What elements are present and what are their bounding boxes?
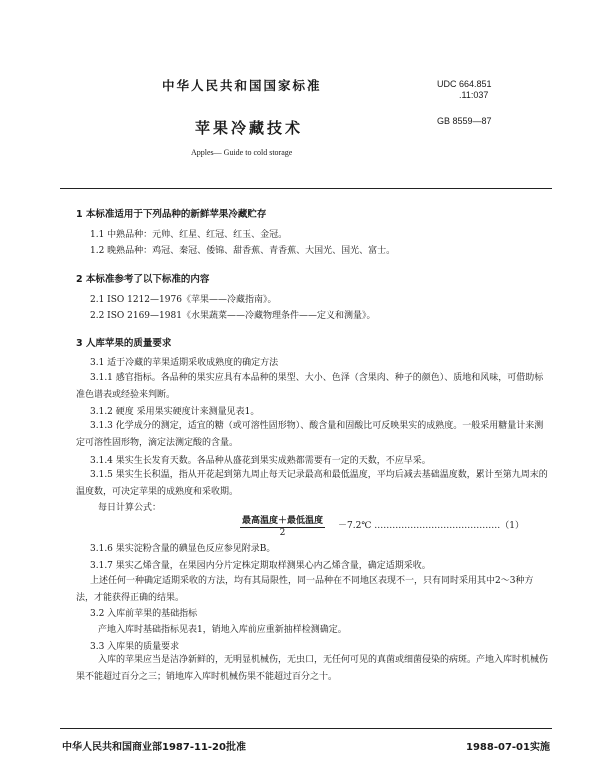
clause-3-2-text: 产地入库时基础指标见表1，销地入库前应重新抽样检测确定。 <box>98 625 347 635</box>
temperature-formula <box>240 513 325 538</box>
formula-label: 每日计算公式： <box>98 503 162 513</box>
clause-3-1-7: 3.1.7 果实乙烯含量，在果园内分片定株定期取样测果心内乙烯含量，确定适期采收。 <box>90 561 431 571</box>
clause-3-1: 3.1 适于冷藏的苹果适期采收成熟度的确定方法 <box>90 358 279 368</box>
clause-1-2: 1.2 晚熟品种：鸡冠、秦冠、倭锦、甜香蕉、青香蕉、大国光、国光、富士。 <box>90 246 396 256</box>
clause-2-2: 2.2 ISO 2169—1981《水果蔬菜——冷藏物理条件——定义和测量》。 <box>90 311 376 321</box>
clause-3-3: 3.3 入库果的质量要求 <box>90 642 180 652</box>
english-title: Apples— Guide to cold storage <box>191 148 293 157</box>
document-title: 苹果冷藏技术 <box>195 119 304 137</box>
clause-3-1-3: 3.1.3 化学成分的测定，适宜的糖（或可溶性固形物）、酸含量和固酸比可反映果实的成熟度。一般采用糖量计来测定可溶性固形物，滴定法测定酸的含量。 <box>76 421 544 448</box>
formula-denominator: 2 <box>279 528 286 538</box>
udc-line-2: .11:037 <box>459 90 489 100</box>
gb-number: GB 8559—87 <box>437 116 492 126</box>
implementation-date: 1988-07-01实施 <box>466 742 550 753</box>
formula-tail: －7.2℃ ……………………………………（1） <box>338 521 524 531</box>
clause-3-1-5: 3.1.5 果实生长积温，指从开花起到第九周止每天记录最高和最低温度，平均后减去基础温度数，累计至第九周末的温度数，可决定苹果的成熟度和采收期。 <box>76 470 548 497</box>
clause-2-1: 2.1 ISO 1212—1976《苹果——冷藏指南》。 <box>90 295 277 305</box>
formula-numerator: 最高温度＋最低温度 <box>240 513 325 528</box>
section-1-heading: 1 本标准适用于下列品种的新鲜苹果冷藏贮存 <box>76 209 267 220</box>
clause-3-3-text: 入库的苹果应当是洁净新鲜的，无明显机械伤，无虫口，无任何可见的真菌或细菌侵染的病斑。产地入库时机械伤果不能超过百分之三；销地库入库时机械伤果不能超过百分之十。 <box>76 655 549 682</box>
clause-3-2: 3.2 入库前苹果的基础指标 <box>90 609 198 619</box>
clause-3-1-2: 3.1.2 硬度 采用果实硬度计来测量见表1。 <box>90 407 260 417</box>
clause-3-1-4: 3.1.4 果实生长发育天数。各品种从盛花到果实成熟都需要有一定的天数，不应早采。 <box>90 456 431 466</box>
header-divider <box>60 188 552 189</box>
approval-note: 中华人民共和国商业部1987-11-20批准 <box>62 742 246 753</box>
clause-3-1-6: 3.1.6 果实淀粉含量的碘显色反应参见附录B。 <box>90 544 276 554</box>
udc-code <box>437 79 492 101</box>
clause-3-1-note: 上述任何一种确定适期采收的方法，均有其局限性，同一品种在不同地区表现不一，只有同时采用其中2～3种方法，才能获得正确的结果。 <box>76 576 534 603</box>
footer-divider <box>60 728 552 729</box>
clause-3-1-1: 3.1.1 感官指标。各品种的果实应具有本品种的果型、大小、色泽（含果肉、种子的颜色）、质地和风味，可借助标准色谱表或经验来判断。 <box>76 373 544 400</box>
udc-line-1: UDC 664.851 <box>437 79 492 89</box>
section-3-heading: 3 人库苹果的质量要求 <box>76 338 172 349</box>
issuing-body: 中华人民共和国国家标准 <box>162 78 322 93</box>
section-2-heading: 2 本标准参考了以下标准的内容 <box>76 274 210 285</box>
clause-1-1: 1.1 中熟品种：元帅、红星、红冠、红玉、金冠。 <box>90 230 288 240</box>
